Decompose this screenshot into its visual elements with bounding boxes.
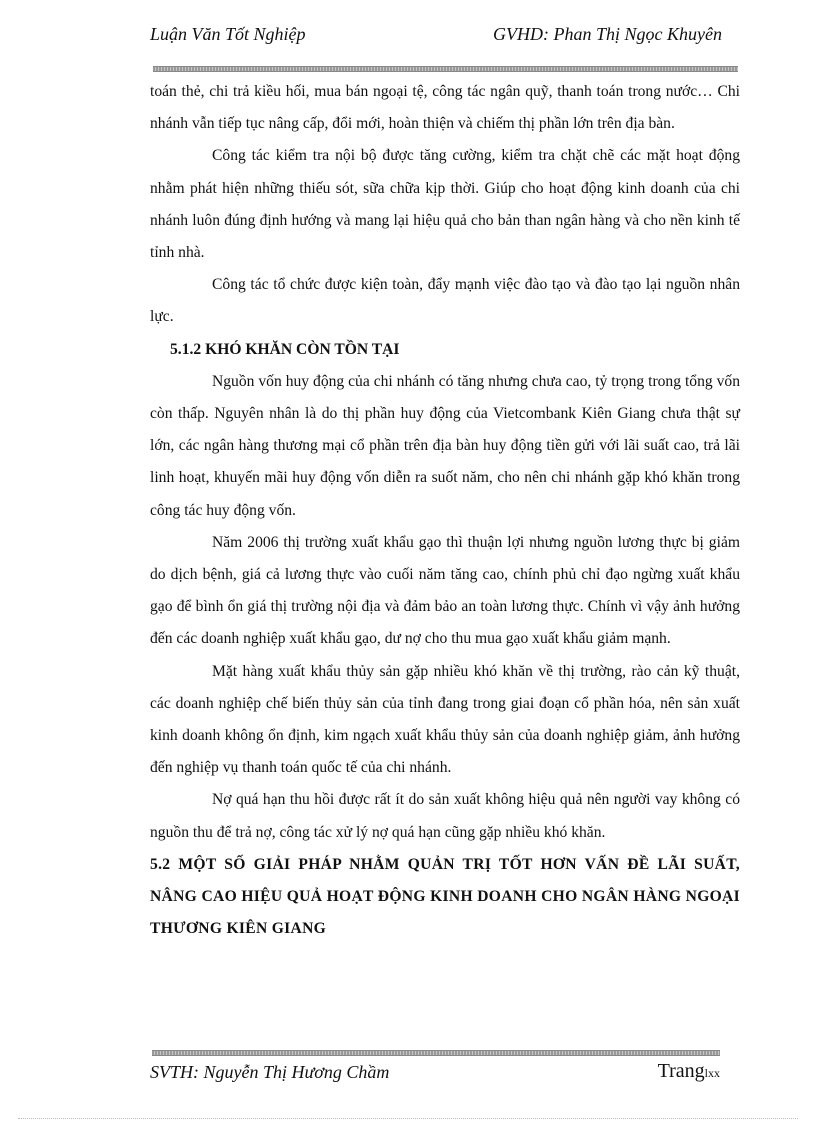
page-header	[150, 24, 722, 48]
paragraph: toán thẻ, chi trả kiều hối, mua bán ngoại tệ, công tác ngân quỹ, thanh toán trong nước… Chi nhánh vẫn tiếp tục nâng cấp, đổi mới, hoàn thiện và chiếm thị phần lớn trên địa bàn.	[150, 83, 740, 133]
header-divider	[153, 66, 738, 72]
paragraph: Năm 2006 thị trường xuất khẩu gạo thì thuận lợi nhưng nguồn lương thực bị giảm do dịch bệnh, giá cả lương thực vào cuối năm tăng cao, chính phủ chỉ đạo ngừng xuất khẩu gạo để bình ổn giá thị trường nội địa và đảm bảo an toàn lương thực. Chính vì vậy ảnh hưởng đến các doanh nghiệp xuất khẩu gạo, dư nợ cho thu mua gạo xuất khẩu giảm mạnh.	[150, 533, 740, 648]
page-label: Trang	[657, 1060, 705, 1082]
page-edge-dotted-line	[18, 1118, 798, 1119]
paragraph: Công tác kiểm tra nội bộ được tăng cường, kiểm tra chặt chẽ các mặt hoạt động nhằm phát hiện những thiếu sót, sữa chữa kịp thời. Giúp cho hoạt động kinh doanh của chi nhánh luôn đúng định hướng và mang lại hiệu quả cho bản than ngân hàng và cho nền kinh tế tỉnh nhà.	[150, 147, 740, 262]
section-heading-5-2: 5.2 MỘT SỐ GIẢI PHÁP NHẰM QUẢN TRỊ TỐT HƠN VẤN ĐỀ LÃI SUẤT, NÂNG CAO HIỆU QUẢ HOẠT ĐỘNG KINH DOANH CHO NGÂN HÀNG NGOẠI THƯƠNG KIÊN GIANG	[150, 855, 740, 938]
page-number-value: lxx	[704, 1066, 720, 1080]
header-advisor: GVHD: Phan Thị Ngọc Khuyên	[493, 24, 722, 44]
footer-student: SVTH: Nguyễn Thị Hương Chầm	[150, 1062, 390, 1082]
paragraph: Nợ quá hạn thu hồi được rất ít do sản xuất không hiệu quả nên người vay không có nguồn thu để trả nợ, công tác xử lý nợ quá hạn cũng gặp nhiều khó khăn.	[150, 791, 740, 841]
document-body	[150, 76, 740, 945]
footer-divider	[152, 1050, 720, 1056]
header-thesis-title: Luận Văn Tốt Nghiệp	[150, 24, 306, 44]
page-number	[658, 1060, 720, 1083]
paragraph: Mặt hàng xuất khẩu thủy sản gặp nhiều khó khăn về thị trường, rào cản kỹ thuật, các doanh nghiệp chế biến thủy sản của tỉnh đang trong giai đoạn cổ phần hóa, nên sản xuất kinh doanh không ổn định, kim ngạch xuất khẩu thủy sản của doanh nghiệp giảm, ảnh hưởng đến nghiệp vụ thanh toán quốc tế của chi nhánh.	[150, 662, 740, 777]
section-heading-5-1-2: 5.1.2 KHÓ KHĂN CÒN TỒN TẠI	[170, 340, 400, 358]
page-footer	[150, 1060, 720, 1088]
paragraph: Công tác tổ chức được kiện toàn, đẩy mạnh việc đào tạo và đào tạo lại nguồn nhân lực.	[150, 276, 740, 326]
paragraph: Nguồn vốn huy động của chi nhánh có tăng nhưng chưa cao, tỷ trọng trong tổng vốn còn thấp. Nguyên nhân là do thị phần huy động của Vietcombank Kiên Giang chưa thật sự lớn, các ngân hàng thương mại cổ phần trên địa bàn huy động tiền gửi với lãi suất cao, trả lãi linh hoạt, khuyến mãi huy động vốn diễn ra suốt năm, cho nên chi nhánh gặp khó khăn trong công tác huy động vốn.	[150, 372, 740, 519]
